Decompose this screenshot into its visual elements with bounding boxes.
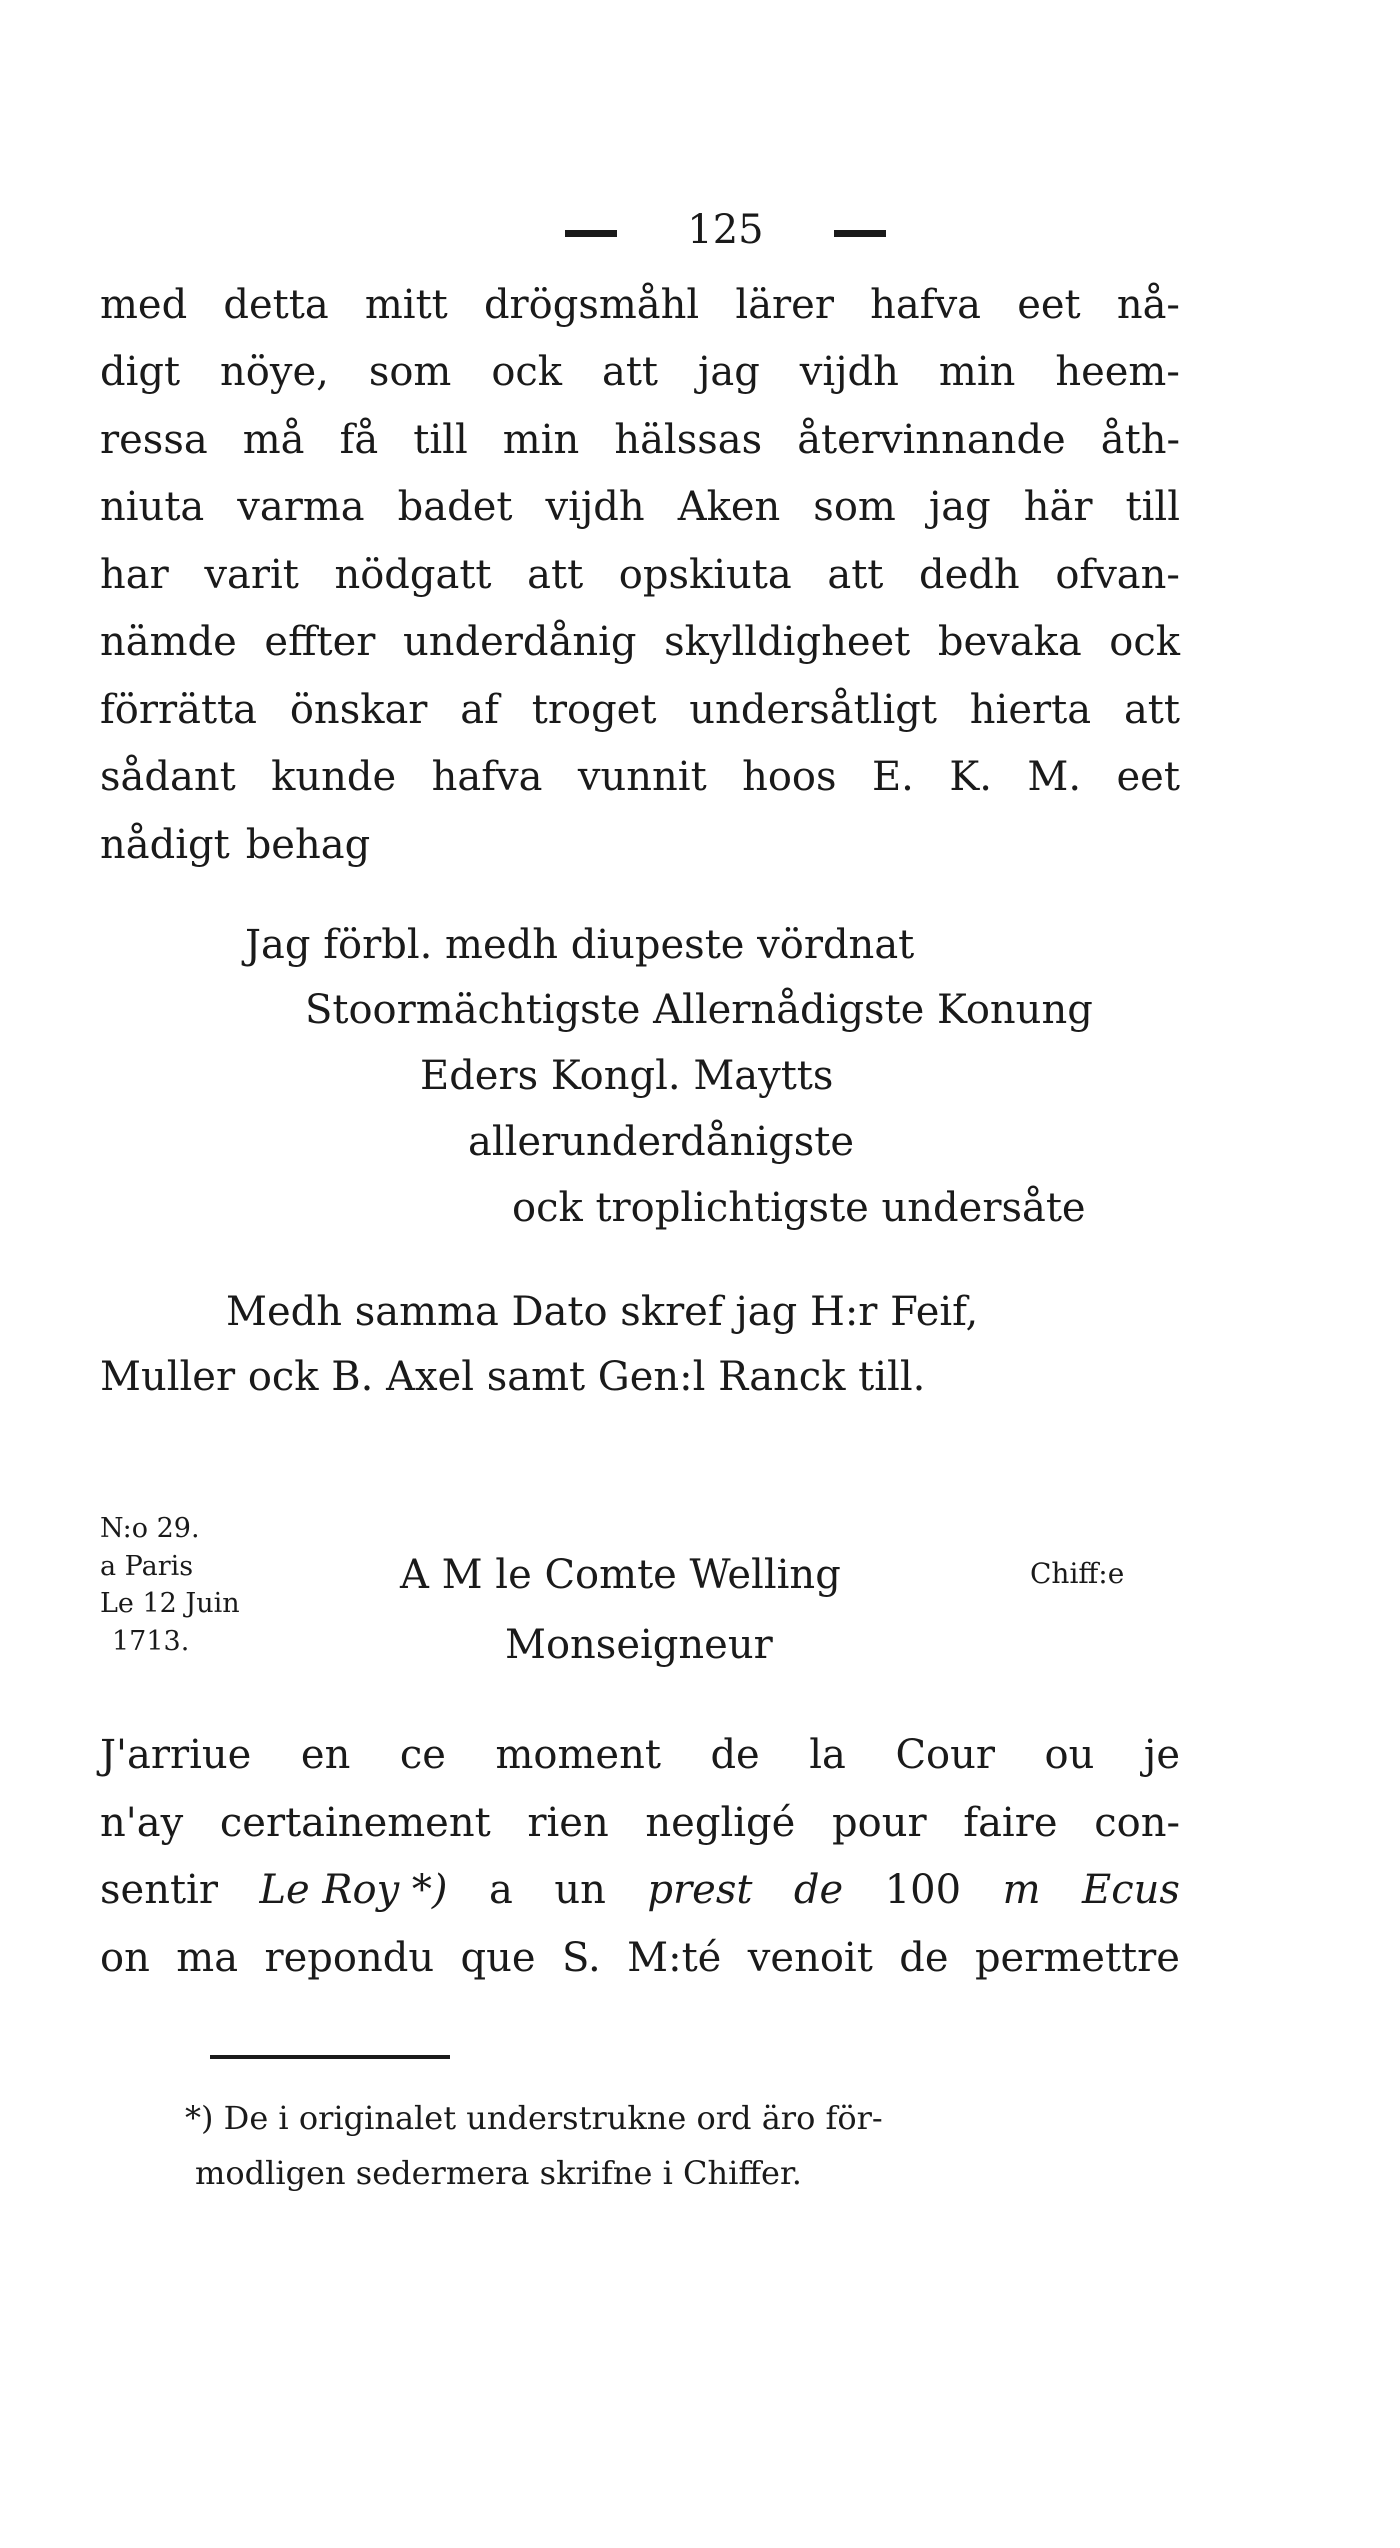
salutation: Monseigneur	[505, 1622, 773, 1668]
word: digt	[100, 349, 181, 395]
word: repondu	[264, 1935, 435, 1981]
word: nämde	[100, 619, 237, 665]
word: eet	[1116, 754, 1180, 800]
word: faire	[963, 1800, 1058, 1846]
word: moment	[495, 1732, 661, 1778]
word: Le Roy *)	[259, 1867, 448, 1913]
page-header	[0, 170, 1400, 290]
word: lärer	[735, 282, 834, 328]
word: vijdh	[799, 349, 899, 395]
word: de	[793, 1867, 844, 1913]
paragraph-line	[100, 754, 1180, 800]
paragraph-line	[100, 552, 1180, 598]
word: till	[413, 417, 468, 463]
word: min	[502, 417, 580, 463]
word: de	[899, 1935, 949, 1981]
word: ock	[491, 349, 563, 395]
word: m	[1002, 1867, 1041, 1913]
letter-date: Le 12 Juin	[100, 1588, 240, 1619]
paragraph-line	[100, 687, 1180, 733]
word: niuta	[100, 484, 205, 530]
word: prest	[647, 1867, 753, 1913]
paragraph-line	[100, 619, 1180, 665]
word: nå-	[1116, 282, 1180, 328]
word: få	[339, 417, 379, 463]
paragraph-line	[100, 484, 1180, 530]
word: jag	[697, 349, 760, 395]
word: varma	[237, 484, 365, 530]
word: dedh	[919, 552, 1020, 598]
word: que	[460, 1935, 536, 1981]
closing-line: ock troplichtigste undersåte	[512, 1185, 1086, 1231]
word: med	[100, 282, 188, 328]
word: ock	[1109, 619, 1180, 665]
word: behag	[245, 822, 371, 868]
word: som	[813, 484, 896, 530]
word: nådigt	[100, 822, 230, 868]
word: ma	[176, 1935, 239, 1981]
word: af	[460, 687, 499, 733]
word: återvinnande	[797, 417, 1066, 463]
word: ce	[399, 1732, 446, 1778]
word: nödgatt	[334, 552, 492, 598]
word: E.	[871, 754, 914, 800]
word: venoit	[747, 1935, 873, 1981]
word: effter	[264, 619, 376, 665]
letter-place: a Paris	[100, 1551, 194, 1582]
word: vunnit	[577, 754, 707, 800]
paragraph-line	[100, 822, 1180, 868]
paragraph-line	[100, 1732, 1180, 1778]
word: förrätta	[100, 687, 257, 733]
word: 100	[884, 1867, 962, 1913]
word: skylldigheet	[664, 619, 911, 665]
word: kunde	[271, 754, 397, 800]
word: nöye,	[220, 349, 329, 395]
word: je	[1143, 1732, 1180, 1778]
closing-line: Stoormächtigste Allernådigste Konung	[305, 987, 1093, 1033]
word: n'ay	[100, 1800, 184, 1846]
word: Aken	[677, 484, 781, 530]
word: S.	[562, 1935, 601, 1981]
word: la	[809, 1732, 846, 1778]
word: con-	[1094, 1800, 1180, 1846]
word: J'arriue	[100, 1732, 252, 1778]
word: varit	[204, 552, 299, 598]
word: må	[242, 417, 305, 463]
word: att	[602, 349, 658, 395]
word: a	[489, 1867, 513, 1913]
word: pour	[832, 1800, 927, 1846]
page-number: 125	[687, 207, 764, 253]
word: ressa	[100, 417, 208, 463]
word: Ecus	[1082, 1867, 1180, 1913]
word: som	[368, 349, 452, 395]
word: hoos	[742, 754, 837, 800]
paragraph-line	[100, 1935, 1180, 1981]
note-line: Medh samma Dato skref jag H:r Feif,	[226, 1289, 979, 1335]
footnote-rule	[210, 2055, 450, 2059]
paragraph-line	[100, 1800, 1180, 1846]
word: un	[554, 1867, 606, 1913]
word: ou	[1044, 1732, 1095, 1778]
word: permettre	[974, 1935, 1180, 1981]
word: att	[827, 552, 884, 598]
word: sentir	[100, 1867, 218, 1913]
word: troget	[531, 687, 657, 733]
letter-number: N:o 29.	[100, 1513, 200, 1544]
word: till	[1125, 484, 1180, 530]
word: en	[300, 1732, 351, 1778]
closing-line: Jag förbl. medh diupeste vördnat	[245, 922, 915, 968]
word: vijdh	[545, 484, 645, 530]
word: drögsmåhl	[483, 282, 700, 328]
word: de	[710, 1732, 760, 1778]
letter-year: 1713.	[112, 1626, 190, 1657]
word: hafva	[870, 282, 982, 328]
word: heem-	[1055, 349, 1180, 395]
footnote-line: modligen sedermera skrifne i Chiffer.	[195, 2154, 802, 2192]
word: badet	[397, 484, 513, 530]
word: Cour	[895, 1732, 996, 1778]
word: ofvan-	[1055, 552, 1180, 598]
note-line: Muller ock B. Axel samt Gen:l Ranck till.	[100, 1354, 926, 1400]
footnote-line: *) De i originalet understrukne ord äro för-	[185, 2099, 883, 2137]
word: underdånig	[402, 619, 637, 665]
word: här	[1023, 484, 1093, 530]
word: hafva	[431, 754, 543, 800]
word: M.	[1027, 754, 1082, 800]
word: negligé	[645, 1800, 796, 1846]
letter-addressee: A M le Comte Welling	[400, 1552, 841, 1598]
paragraph-line	[100, 282, 1180, 328]
word: mitt	[364, 282, 448, 328]
word: K.	[949, 754, 992, 800]
word: certainement	[219, 1800, 491, 1846]
closing-line: allerunderdånigste	[468, 1119, 855, 1165]
word: opskiuta	[618, 552, 792, 598]
word: önskar	[289, 687, 428, 733]
word: hierta	[969, 687, 1092, 733]
word: bevaka	[937, 619, 1082, 665]
word: jag	[928, 484, 991, 530]
paragraph-line	[100, 1867, 1180, 1913]
word: undersåtligt	[689, 687, 937, 733]
header-dash-left	[565, 230, 617, 237]
word: min	[938, 349, 1016, 395]
closing-line: Eders Kongl. Maytts	[420, 1053, 834, 1099]
word: rien	[527, 1800, 609, 1846]
cipher-mark: Chiff:e	[1030, 1557, 1125, 1590]
paragraph-line	[100, 349, 1180, 395]
header-dash-right	[834, 230, 886, 237]
word: detta	[223, 282, 329, 328]
word: hälssas	[614, 417, 763, 463]
word: har	[100, 552, 169, 598]
word: att	[527, 552, 584, 598]
word: eet	[1017, 282, 1081, 328]
word: on	[100, 1935, 150, 1981]
word: sådant	[100, 754, 236, 800]
word: att	[1123, 687, 1180, 733]
paragraph-line	[100, 417, 1180, 463]
word: åth-	[1100, 417, 1180, 463]
word: M:té	[627, 1935, 722, 1981]
